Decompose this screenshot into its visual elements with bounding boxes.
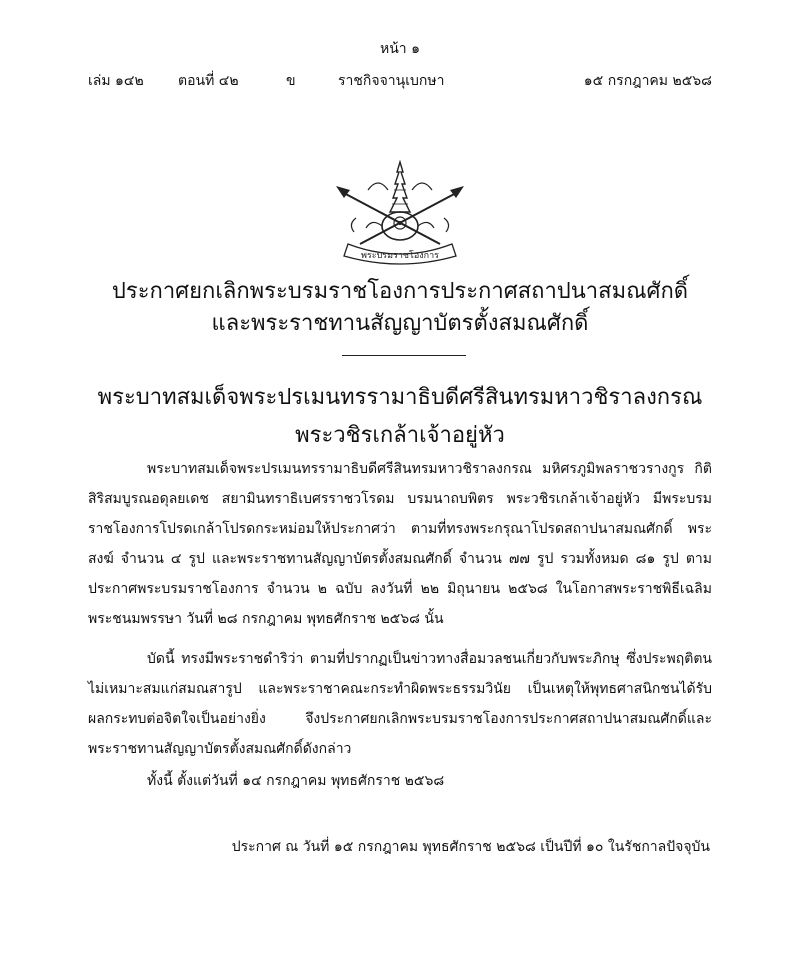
title-divider xyxy=(342,355,466,356)
body-paragraph-1-container xyxy=(88,454,712,634)
king-title-line2: พระวชิรเกล้าเจ้าอยู่หัว xyxy=(295,423,505,448)
royal-seal-emblem xyxy=(328,160,472,270)
gazette-header xyxy=(88,70,712,94)
page-number: หน้า ๑ xyxy=(380,41,420,57)
gazette-name: ราชกิจจานุเบกษา xyxy=(338,73,445,89)
royal-seal-icon xyxy=(328,160,472,270)
section-letter: ข xyxy=(286,73,296,89)
body-paragraph-1: พระบาทสมเด็จพระปรเมนทรรามาธิบดีศรีสินทรมหาวชิราลงกรณ มหิศรภูมิพลราชวรางกูร กิติสิริสมบูรณอดุลยเดช สยามินทราธิเบศรราชวโรดม บรมนาถบพิตร พระวชิรเกล้าเจ้าอยู่หัว มีพระบรมราชโองการโปรดเกล้าโปรดกระหม่อมให้ประกาศว่า ตามที่ทรงพระกรุณาโปรดสถาปนาสมณศักดิ์ พระสงฆ์ จำนวน ๔ รูป และพระราชทานสัญญาบัตรตั้งสมณศักดิ์ จำนวน ๗๗ รูป รวมทั้งหมด ๘๑ รูป ตามประกาศพระบรมราชโองการ จำนวน ๒ ฉบับ ลงวันที่ ๒๒ มิถุนายน ๒๕๖๘ ในโอกาสพระราชพิธีเฉลิมพระชนมพรรษา วันที่ ๒๘ กรกฎาคม พุทธศักราช ๒๕๖๘ นั้น xyxy=(88,461,712,627)
announcement-date-line: ประกาศ ณ วันที่ ๑๕ กรกฎาคม พุทธศักราช ๒๕๖๘ เป็นปีที่ ๑๐ ในรัชกาลปัจจุบัน xyxy=(231,839,710,855)
emblem-ribbon-text: พระบรมราชโองการ xyxy=(360,251,440,261)
body-paragraph-3-container xyxy=(88,766,712,796)
section-number: ตอนที่ ๔๒ xyxy=(178,73,239,89)
king-title-line1: พระบาทสมเด็จพระปรเมนทรรามาธิบดีศรีสินทรมหาวชิราลงกรณ xyxy=(97,385,703,410)
announcement-title-line2: และพระราชทานสัญญาบัตรตั้งสมณศักดิ์ xyxy=(211,311,589,336)
gazette-date: ๑๕ กรกฎาคม ๒๕๖๘ xyxy=(583,73,712,89)
volume-number: เล่ม ๑๔๒ xyxy=(88,73,144,89)
announcement-title-line1: ประกาศยกเลิกพระบรมราชโองการประกาศสถาปนาสมณศักดิ์ xyxy=(111,279,689,304)
body-paragraph-2-container xyxy=(88,644,712,764)
body-paragraph-2: บัดนี้ ทรงมีพระราชดำริว่า ตามที่ปรากฏเป็นข่าวทางสื่อมวลชนเกี่ยวกับพระภิกษุ ซึ่งประพฤติตนไม่เหมาะสมแก่สมณสารูป และพระราชาคณะกระทำผิดพระธรรมวินัย เป็นเหตุให้พุทธศาสนิกชนได้รับผลกระทบต่อจิตใจเป็นอย่างยิ่ง จึงประกาศยกเลิกพระบรมราชโองการประกาศสถาปนาสมณศักดิ์และพระราชทานสัญญาบัตรตั้งสมณศักดิ์ดังกล่าว xyxy=(88,651,712,757)
effective-date-paragraph: ทั้งนี้ ตั้งแต่วันที่ ๑๔ กรกฎาคม พุทธศักราช ๒๕๖๘ xyxy=(147,773,445,789)
